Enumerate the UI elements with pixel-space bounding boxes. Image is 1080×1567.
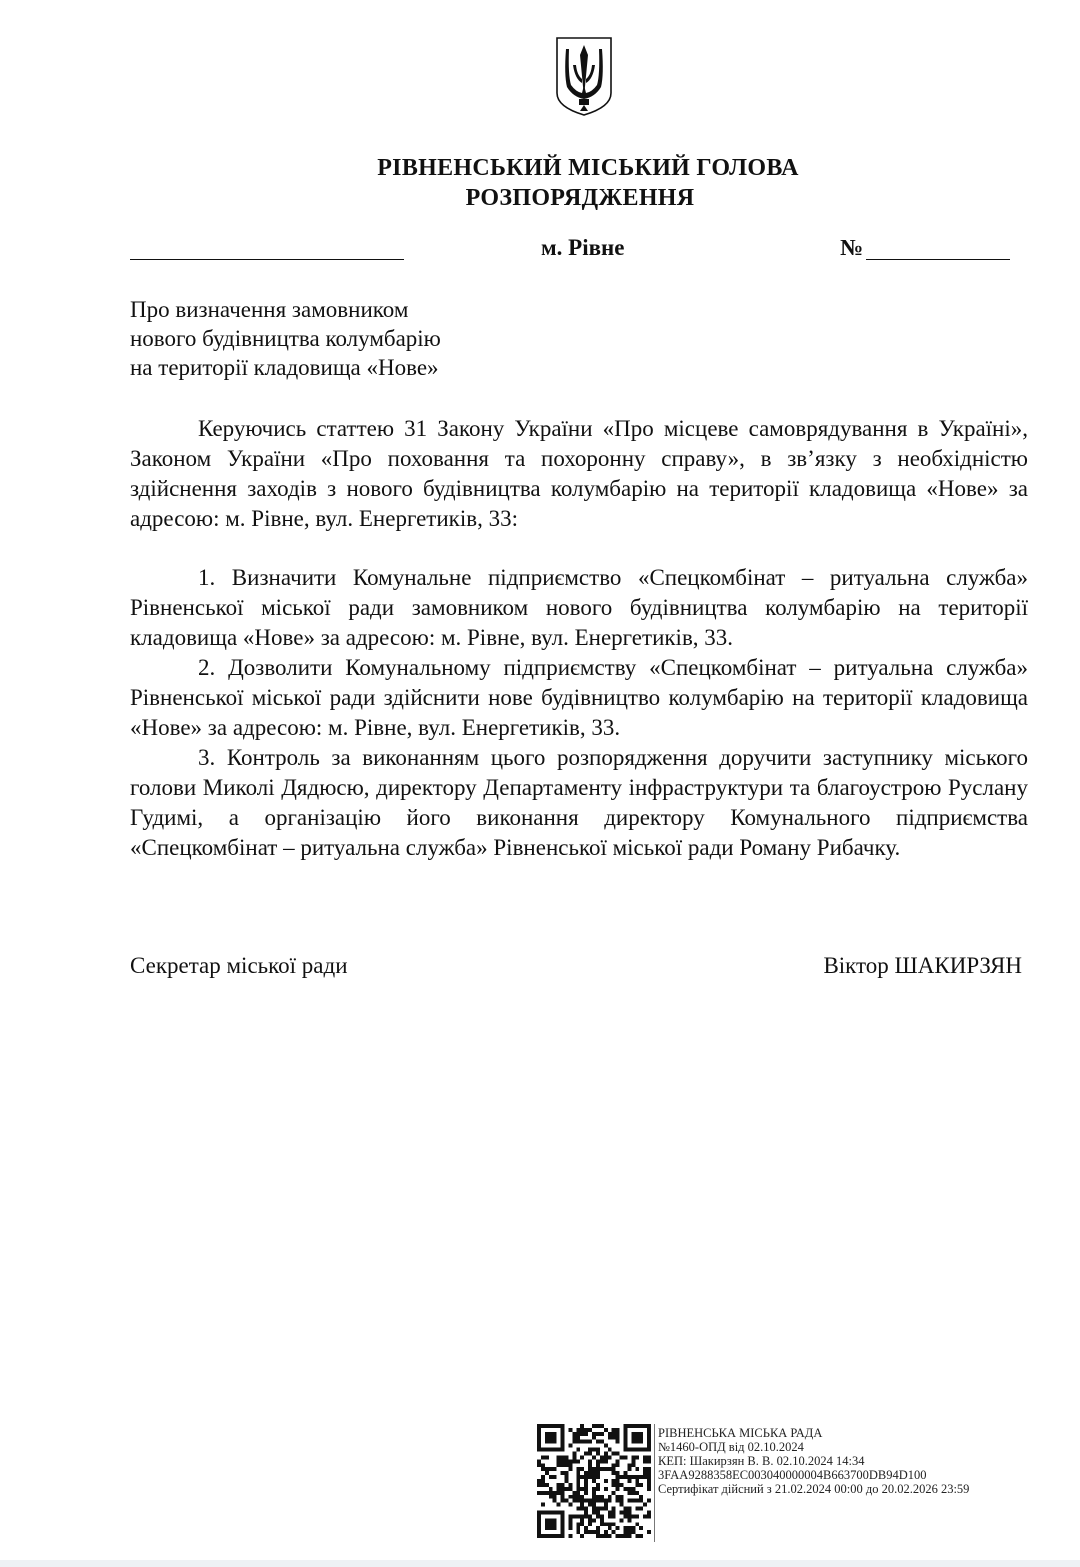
- order-item: 1. Визначити Комунальне підприємство «Спецкомбінат – ритуальна служба» Рівненської міської ради замовником нового будівництва колумбарію на території кладовища «Нове» за адресою: м. Рівне, вул. Енергетиків, 33.: [130, 565, 1028, 650]
- city-label: м. Рівне: [541, 235, 625, 260]
- subject-line: Про визначення замовником: [130, 297, 409, 322]
- subject-block: [130, 295, 441, 382]
- stamp-text: [658, 1426, 969, 1496]
- date-blank-line: [130, 259, 404, 260]
- number-blank-line: [866, 259, 1010, 260]
- signature-title: Секретар міської ради: [130, 953, 348, 978]
- number-sign: №: [840, 235, 864, 260]
- stamp-line: КЕП: Шакирзян В. В. 02.10.2024 14:34: [658, 1454, 865, 1468]
- trident-emblem-icon: [553, 35, 615, 117]
- stamp-line: №1460-ОПД від 02.10.2024: [658, 1440, 804, 1454]
- authority-title: РІВНЕНСЬКИЙ МІСЬКИЙ ГОЛОВА: [377, 155, 799, 181]
- qr-code-icon: [537, 1424, 651, 1538]
- subject-line: нового будівництва колумбарію: [130, 326, 441, 351]
- order-item: 3. Контроль за виконанням цього розпорядження доручити заступнику міського голови Миколі Дядюсю, директору Департаменту інфраструктури та благоустрою Руслану Гудимі, а організацію його виконання директору Комунального підприємства «Спецкомбінат – ритуальна служба» Рівненської міської ради Роману Рибачку.: [130, 745, 1028, 860]
- stamp-divider: [654, 1424, 655, 1542]
- stamp-line: Сертифікат дійсний з 21.02.2024 00:00 до 20.02.2026 23:59: [658, 1482, 970, 1496]
- subject-line: на території кладовища «Нове»: [130, 355, 439, 380]
- document-type-title: РОЗПОРЯДЖЕННЯ: [465, 185, 695, 211]
- order-items: [130, 563, 1028, 863]
- stamp-line: 3FAA9288358EC003040000004B663700DB94D100: [658, 1468, 927, 1482]
- stamp-line: РІВНЕНСЬКА МІСЬКА РАДА: [658, 1426, 823, 1440]
- page-bottom-edge: [0, 1560, 1080, 1567]
- order-item: 2. Дозволити Комунальному підприємству «Спецкомбінат – ритуальна служба» Рівненської міської ради здійснити нове будівництво колумбарію на території кладовища «Нове» за адресою: м. Рівне, вул. Енергетиків, 33.: [130, 655, 1028, 740]
- signature-name: Віктор ШАКИРЗЯН: [823, 953, 1022, 978]
- e-signature-stamp: [537, 1424, 1037, 1544]
- preamble-paragraph: Керуючись статтею 31 Закону України «Про місцеве самоврядування в Україні», Законом України «Про поховання та похоронну справу», в зв’язку з необхідністю здійснення заходів з нового будівництва колумбарію на території кладовища «Нове» за адресою: м. Рівне, вул. Енергетиків, 33:: [130, 416, 1028, 531]
